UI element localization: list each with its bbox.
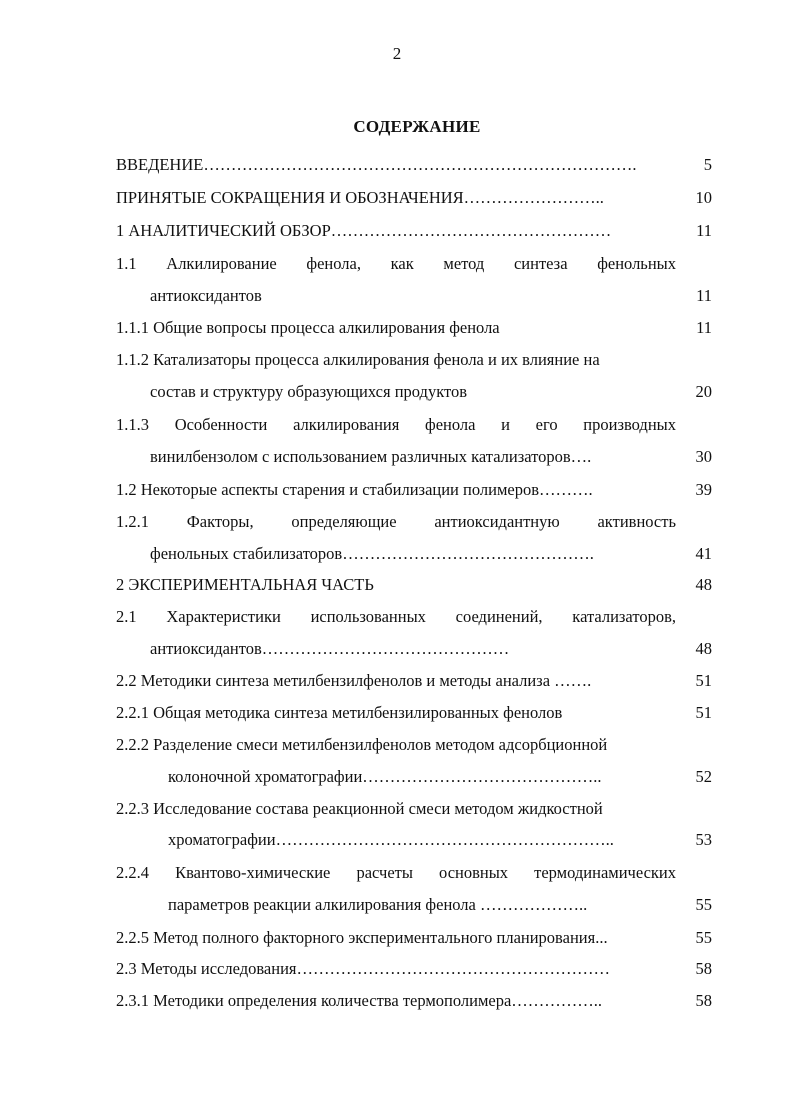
toc-entry-text: 2.2.3 Исследование состава реакционной смеси методом жидкостной [116,799,603,818]
toc-entry-page: 41 [695,544,712,563]
toc-entry-page: 51 [695,703,712,722]
toc-entry-page: 55 [695,928,712,947]
toc-entry-text: 1.1.3 Особенности алкилирования фенола и его производных [116,415,676,434]
toc-entry [116,926,712,950]
toc-entry-text: состав и структуру образующихся продуктов [150,382,468,401]
toc-entry [116,186,712,210]
toc-entry-page: 51 [695,671,712,690]
toc-entry-text: 1.2 Некоторые аспекты старения и стабилизации полимеров………. [116,480,593,499]
toc-title: СОДЕРЖАНИЕ [353,117,481,136]
toc-entry [116,605,712,629]
toc-entry [116,957,712,981]
toc-entry-continuation [116,765,712,789]
toc-entry [116,989,712,1013]
toc-entry [116,153,712,177]
toc-entry-text: 2.3 Методы исследования………………………………………………… [116,959,611,978]
toc-entry-continuation [116,637,712,661]
toc-entry-text: ВВЕДЕНИЕ……………………………………………………………………. [116,155,637,174]
toc-entry [116,478,712,502]
toc-entry-text: фенольных стабилизаторов………………………………………. [150,544,594,563]
toc-entry-page: 5 [703,155,712,174]
toc-entry-page: 11 [696,286,712,305]
toc-entry-text: ПРИНЯТЫЕ СОКРАЩЕНИЯ И ОБОЗНАЧЕНИЯ…………………….. [116,188,604,207]
toc-entry-page: 52 [695,767,712,786]
toc-entry-text: 2.3.1 Методики определения количества термополимера…………….. [116,991,603,1010]
toc-entry-page: 58 [695,959,712,978]
toc-entry-continuation [116,380,712,404]
toc-entry-text: антиоксидантов……………………………………… [150,639,510,658]
toc-entry-page: 39 [695,480,712,499]
toc-entry [116,316,712,340]
toc-entry-text: 2.2.1 Общая методика синтеза метилбензилированных фенолов [116,703,563,722]
toc-entry-text: параметров реакции алкилирования фенола ……………….. [168,895,588,914]
toc-entry-continuation [116,893,712,917]
toc-entry [116,413,712,437]
toc-entry-page: 48 [695,575,712,594]
toc-entry-page: 30 [695,447,712,466]
toc-entry-page: 10 [695,188,712,207]
toc-entry [116,701,712,725]
toc-entry-text: 1.1 Алкилирование фенола, как метод синтеза фенольных [116,254,676,273]
toc-entry-text: 1.1.2 Катализаторы процесса алкилирования фенола и их влияние на [116,350,600,369]
toc-entry-text: колоночной хроматографии…………………………………….. [168,767,602,786]
toc-entry [116,573,712,597]
toc-entry-continuation [116,445,712,469]
toc-entry-text: 1.2.1 Факторы, определяющие антиоксидантную активность [116,512,676,531]
toc-entry [116,669,712,693]
toc-entry [116,797,712,821]
toc-entry-text: хроматографии…………………………………………………….. [168,830,614,849]
toc-entry [116,510,712,534]
toc-entry [116,861,712,885]
toc-entry-continuation [116,828,712,852]
toc-entry-page: 48 [695,639,712,658]
toc-entry-text: 2.2.2 Разделение смеси метилбензилфенолов методом адсорбционной [116,735,608,754]
toc-entry-page: 53 [695,830,712,849]
toc-entry [116,733,712,757]
toc-entry-text: 2.2.5 Метод полного факторного экспериментального планирования... [116,928,608,947]
toc-entry [116,219,712,243]
toc-entry-continuation [116,542,712,566]
toc-entry-page: 58 [695,991,712,1010]
toc-entry-text: 2.1 Характеристики использованных соединений, катализаторов, [116,607,676,626]
toc-entry-page: 11 [696,221,712,240]
toc-entry-text: винилбензолом с использованием различных катализаторов…. [150,447,592,466]
toc-entry-text: антиоксидантов [150,286,262,305]
toc-entry-text: 2.2 Методики синтеза метилбензилфенолов и методы анализа ……. [116,671,592,690]
toc-entry-page: 11 [696,318,712,337]
toc-entry-text: 2 ЭКСПЕРИМЕНТАЛЬНАЯ ЧАСТЬ [116,575,374,594]
toc-entry-text: 1.1.1 Общие вопросы процесса алкилирования фенола [116,318,500,337]
toc-entry-text: 2.2.4 Квантово-химические расчеты основных термодинамических [116,863,676,882]
toc-entry [116,252,712,276]
toc-entry-page: 55 [695,895,712,914]
page-number: 2 [392,44,402,63]
toc-entry-text: 1 АНАЛИТИЧЕСКИЙ ОБЗОР…………………………………………… [116,221,612,240]
toc-entry-page: 20 [695,382,712,401]
toc-entry-continuation [116,284,712,308]
toc-entry [116,348,712,372]
